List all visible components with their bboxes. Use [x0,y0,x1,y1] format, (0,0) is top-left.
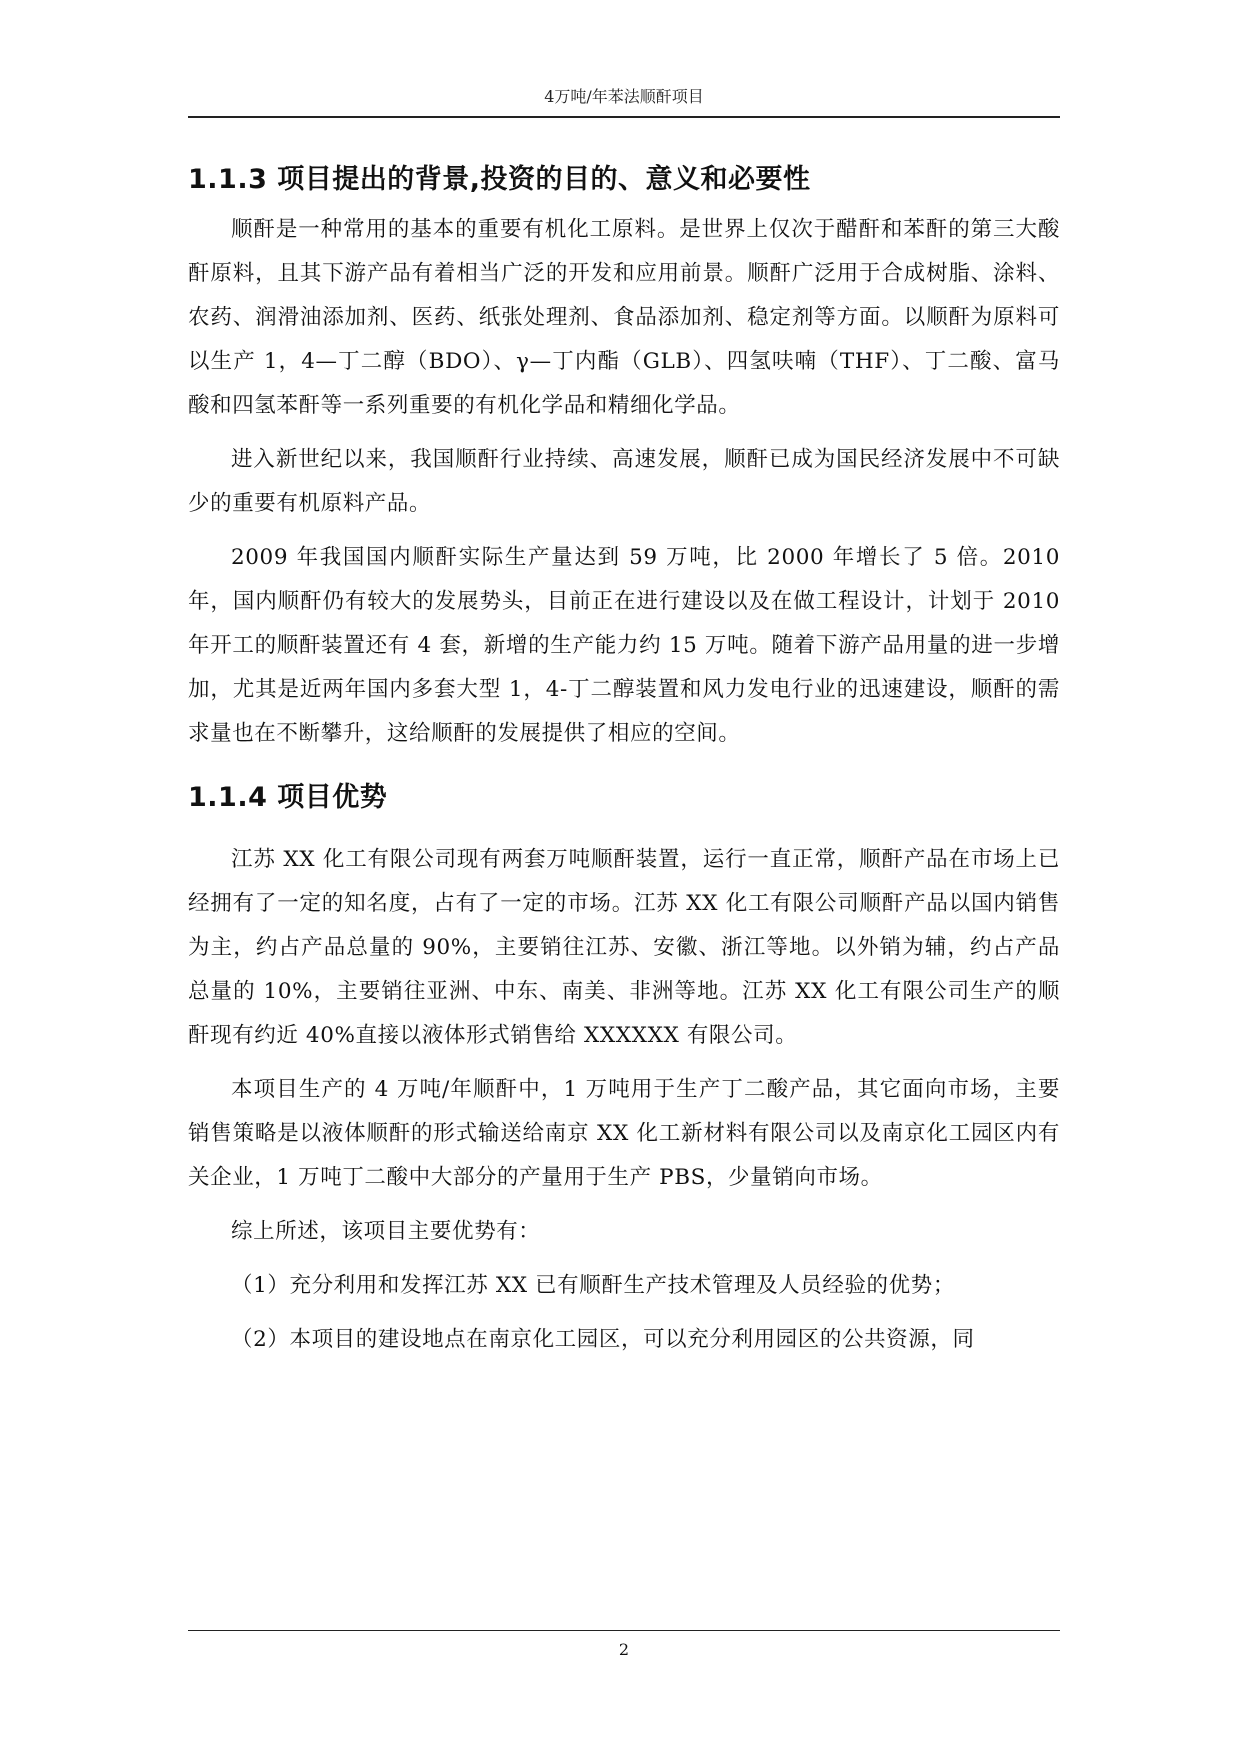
header-rule [188,116,1060,118]
list-item: （2）本项目的建设地点在南京化工园区，可以充分利用园区的公共资源，同 [231,1327,975,1352]
paragraph: 进入新世纪以来，我国顺酐行业持续、高速发展，顺酐已成为国民经济发展中不可缺少的重要有机原料产品。 [188,447,1060,516]
paragraph: 2009 年我国国内顺酐实际生产量达到 59 万吨，比 2000 年增长了 5 倍。2010 年，国内顺酐仍有较大的发展势头，目前正在进行建设以及在做工程设计，计划于 2010 年开工的顺酐装置还有 4 套，新增的生产能力约 15 万吨。随着下游产品用量的进一步增加，尤其是近两年国内多套大型 1，4-丁二醇装置和风力发电行业的迅速建设，顺酐的需求量也在不断攀升，这给顺酐的发展提供了相应的空间。 [188,545,1060,746]
document-body [188,158,1060,1362]
paragraph: 顺酐是一种常用的基本的重要有机化工原料。是世界上仅次于醋酐和苯酐的第三大酸酐原料，且其下游产品有着相当广泛的开发和应用前景。顺酐广泛用于合成树脂、涂料、农药、润滑油添加剂、医药、纸张处理剂、食品添加剂、稳定剂等方面。以顺酐为原料可以生产 1，4—丁二醇（BDO）、γ—丁内酯（GLB）、四氢呋喃（THF）、丁二酸、富马酸和四氢苯酐等一系列重要的有机化学品和精细化学品。 [188,217,1060,418]
paragraph: 江苏 XX 化工有限公司现有两套万吨顺酐装置，运行一直正常，顺酐产品在市场上已经拥有了一定的知名度，占有了一定的市场。江苏 XX 化工有限公司顺酐产品以国内销售为主，约占产品总量的 90%，主要销往江苏、安徽、浙江等地。以外销为辅，约占产品总量的 10%，主要销往亚洲、中东、南美、非洲等地。江苏 XX 化工有限公司生产的顺酐现有约近 40%直接以液体形式销售给 XXXXXX 有限公司。 [188,847,1060,1048]
list-item: （1）充分利用和发挥江苏 XX 已有顺酐生产技术管理及人员经验的优势； [231,1273,955,1298]
page-number: 2 [618,1640,630,1659]
paragraph: 综上所述，该项目主要优势有： [231,1219,541,1244]
running-header: 4万吨/年苯法顺酐项目 [544,87,704,106]
footer-rule [188,1630,1060,1631]
section-heading-background: 1.1.3 项目提出的背景,投资的目的、意义和必要性 [188,164,811,195]
section-heading-advantages: 1.1.4 项目优势 [188,782,388,813]
paragraph: 本项目生产的 4 万吨/年顺酐中，1 万吨用于生产丁二酸产品，其它面向市场，主要销售策略是以液体顺酐的形式输送给南京 XX 化工新材料有限公司以及南京化工园区内有关企业，1 万吨丁二酸中大部分的产量用于生产 PBS，少量销向市场。 [188,1077,1060,1190]
